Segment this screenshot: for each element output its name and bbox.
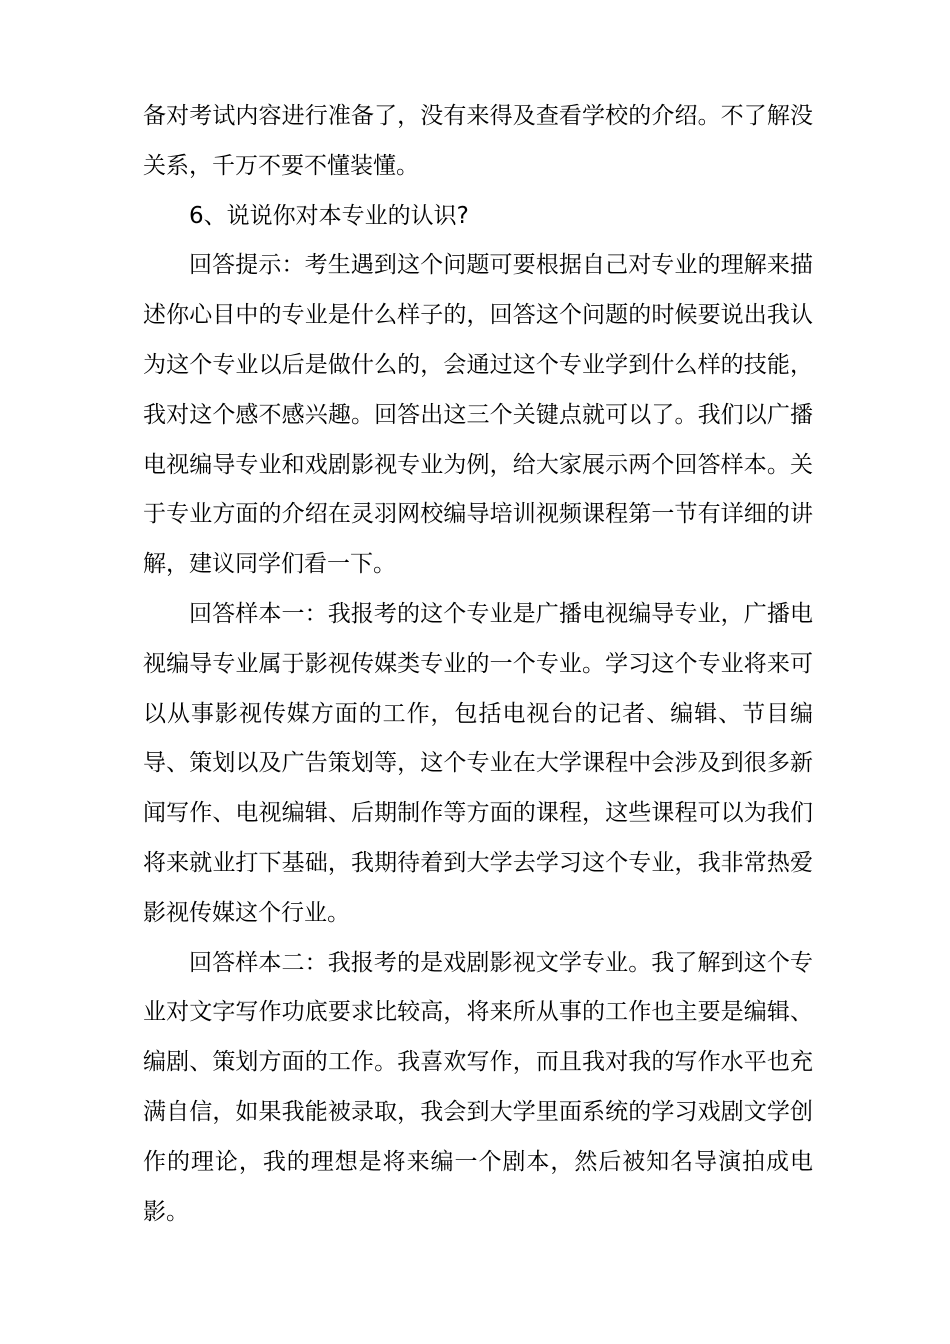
answer-sample-two-paragraph: 回答样本二：我报考的是戏剧影视文学专业。我了解到这个专业对文字写作功底要求比较高，将来所从事的工作也主要是编辑、编剧、策划方面的工作。我喜欢写作，而且我对我的写作水平也充满自信，如果我能被录取，我会到大学里面系统的学习戏剧文学创作的理论，我的理想是将来编一个剧本，然后被知名导演拍成电影。 xyxy=(143,949,813,1225)
question-heading: 6、说说你对本专业的认识? xyxy=(189,202,469,229)
paragraph-continuation: 备对考试内容进行准备了，没有来得及查看学校的介绍。不了解没关系，千万不要不懂装懂。 xyxy=(143,103,813,179)
document-body xyxy=(143,92,813,1237)
answer-sample-one-paragraph: 回答样本一：我报考的这个专业是广播电视编导专业，广播电视编导专业属于影视传媒类专业的一个专业。学习这个专业将来可以从事影视传媒方面的工作，包括电视台的记者、编辑、节目编导、策划以及广告策划等，这个专业在大学课程中会涉及到很多新闻写作、电视编辑、后期制作等方面的课程，这些课程可以为我们将来就业打下基础，我期待着到大学去学习这个专业，我非常热爱影视传媒这个行业。 xyxy=(143,600,813,926)
answer-hint-paragraph: 回答提示：考生遇到这个问题可要根据自己对专业的理解来描述你心目中的专业是什么样子的，回答这个问题的时候要说出我认为这个专业以后是做什么的，会通过这个专业学到什么样的技能，我对这个感不感兴趣。回答出这三个关键点就可以了。我们以广播电视编导专业和戏剧影视专业为例，给大家展示两个回答样本。关于专业方面的介绍在灵羽网校编导培训视频课程第一节有详细的讲解，建议同学们看一下。 xyxy=(143,252,813,578)
